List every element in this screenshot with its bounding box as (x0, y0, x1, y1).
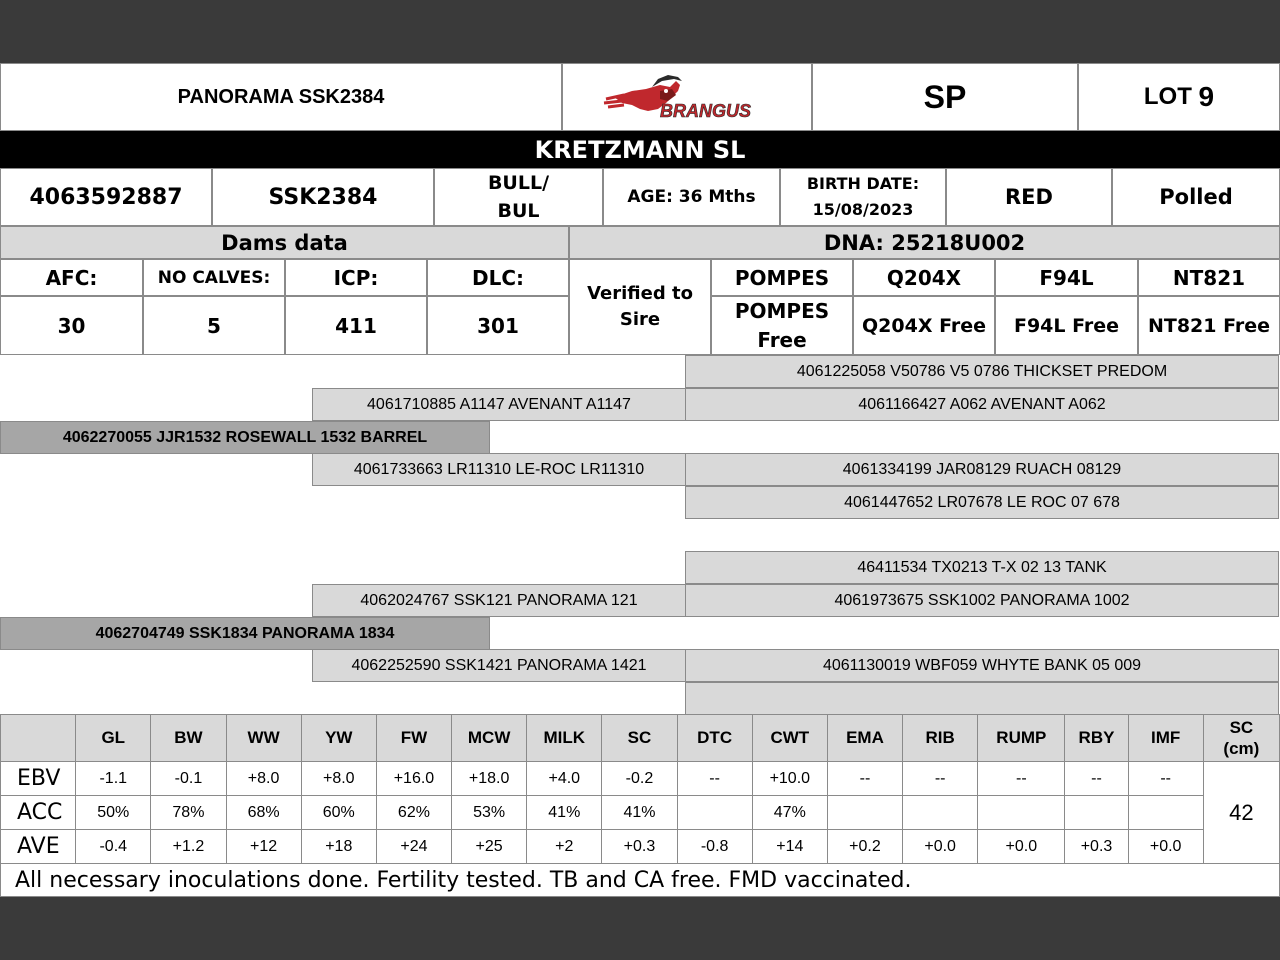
verified-line-1: Verified to (587, 283, 693, 304)
ave-cell: +25 (452, 830, 527, 864)
row-label-ave: AVE (1, 830, 76, 864)
ebv-header: YW (301, 715, 376, 762)
ebv-cell: -0.2 (602, 762, 677, 796)
pedigree-sds: 4061334199 JAR08129 RUACH 08129 (685, 453, 1279, 486)
ebv-header: BW (151, 715, 226, 762)
acc-cell: 78% (151, 796, 226, 830)
dna-result-line-1: POMPES (734, 298, 830, 323)
panorama-title: PANORAMA SSK2384 (0, 63, 562, 131)
acc-cell (903, 796, 978, 830)
ave-cell: +2 (527, 830, 602, 864)
ave-cell: +0.3 (1065, 830, 1128, 864)
ave-cell: +12 (226, 830, 301, 864)
verified-to-sire (569, 259, 711, 355)
ebv-header: IMF (1128, 715, 1203, 762)
pedigree-dss: 46411534 TX0213 T-X 02 13 TANK (685, 551, 1279, 584)
acc-cell: 68% (226, 796, 301, 830)
acc-cell: 41% (602, 796, 677, 830)
no-calves-label: NO CALVES: (143, 259, 285, 296)
colour: RED (946, 168, 1112, 226)
pedigree-sdd: 4061447652 LR07678 LE ROC 07 678 (685, 486, 1279, 519)
dna-test-name: NT821 (1138, 259, 1280, 296)
pedigree-dsd: 4061973675 SSK1002 PANORAMA 1002 (685, 584, 1279, 617)
pedigree-dds: 4061130019 WBF059 WHYTE BANK 05 009 (685, 649, 1279, 682)
ebv-header: RIB (903, 715, 978, 762)
age: AGE: 36 Mths (603, 168, 780, 226)
acc-cell: 47% (752, 796, 827, 830)
ave-row (1, 830, 1280, 864)
dams-data-title: Dams data (0, 226, 569, 259)
ebv-header: GL (76, 715, 151, 762)
ebv-cell: -0.1 (151, 762, 226, 796)
acc-cell (978, 796, 1065, 830)
animal-tag: SSK2384 (212, 168, 434, 226)
sc-cm-line-1: SC (1229, 718, 1254, 737)
dlc-value: 301 (427, 296, 569, 355)
ebv-cell: -- (903, 762, 978, 796)
ave-cell: +0.0 (903, 830, 978, 864)
pedigree-dam-dam: 4062252590 SSK1421 PANORAMA 1421 (312, 649, 686, 682)
acc-cell: 60% (301, 796, 376, 830)
pedigree-dam-sire: 4062024767 SSK121 PANORAMA 121 (312, 584, 686, 617)
ebv-header: SC (602, 715, 677, 762)
acc-cell: 41% (527, 796, 602, 830)
acc-row (1, 796, 1280, 830)
icp-label: ICP: (285, 259, 427, 296)
lot-label: LOT (1143, 83, 1192, 110)
dna-test-result: Q204X Free (853, 296, 995, 355)
ebv-cell: +8.0 (301, 762, 376, 796)
ebv-corner (1, 715, 76, 762)
acc-cell (827, 796, 902, 830)
ebv-cell: +4.0 (527, 762, 602, 796)
ebv-header: CWT (752, 715, 827, 762)
dna-result-line-2: Free (757, 327, 807, 352)
ebv-cell: -- (1065, 762, 1128, 796)
ebv-cell: +18.0 (452, 762, 527, 796)
ebv-header: RBY (1065, 715, 1128, 762)
ebv-cell: -1.1 (76, 762, 151, 796)
icp-value: 411 (285, 296, 427, 355)
acc-cell: 50% (76, 796, 151, 830)
ebv-header-row (1, 715, 1280, 762)
no-calves-value: 5 (143, 296, 285, 355)
dna-test-name: Q204X (853, 259, 995, 296)
verified-line-2: Sire (619, 309, 661, 330)
dna-title: DNA: 25218U002 (569, 226, 1280, 259)
afc-value: 30 (0, 296, 143, 355)
dna-test-result (711, 296, 853, 355)
ebv-cell: +10.0 (752, 762, 827, 796)
birth-date-value: 15/08/2023 (812, 200, 914, 219)
pedigree-ddd (685, 682, 1279, 715)
acc-cell (1065, 796, 1128, 830)
ave-cell: +14 (752, 830, 827, 864)
dna-test-name: F94L (995, 259, 1138, 296)
bull-head-icon (602, 69, 772, 125)
ave-cell: +1.2 (151, 830, 226, 864)
pedigree-sire: 4062270055 JJR1532 ROSEWALL 1532 BARREL (0, 421, 490, 454)
pedigree-sire-sire: 4061710885 A1147 AVENANT A1147 (312, 388, 686, 421)
sex-line-1: BULL/ (487, 172, 550, 194)
ave-cell: +0.0 (1128, 830, 1203, 864)
ebv-header: WW (226, 715, 301, 762)
pedigree-dam: 4062704749 SSK1834 PANORAMA 1834 (0, 617, 490, 650)
acc-cell (1128, 796, 1203, 830)
acc-cell: 53% (452, 796, 527, 830)
dna-test-result: F94L Free (995, 296, 1138, 355)
row-label-acc: ACC (1, 796, 76, 830)
animal-name: KRETZMANN SL (0, 131, 1280, 168)
dna-test-name: POMPES (711, 259, 853, 296)
ebv-cell: -- (677, 762, 752, 796)
ave-cell: +18 (301, 830, 376, 864)
lot-box (1078, 63, 1280, 131)
brangus-logo (562, 63, 812, 131)
ebv-row (1, 762, 1280, 796)
ave-cell: -0.4 (76, 830, 151, 864)
afc-label: AFC: (0, 259, 143, 296)
ebv-header: FW (376, 715, 451, 762)
ebv-cell: +16.0 (376, 762, 451, 796)
lot-number: 9 (1198, 81, 1215, 112)
ebv-header: MILK (527, 715, 602, 762)
sex (434, 168, 603, 226)
birth-date (780, 168, 946, 226)
pedigree-sire-dam: 4061733663 LR11310 LE-ROC LR11310 (312, 453, 686, 486)
sex-line-2: BUL (497, 200, 540, 222)
dna-test-result: NT821 Free (1138, 296, 1280, 355)
ebv-header: RUMP (978, 715, 1065, 762)
sc-cm-line-2: (cm) (1223, 739, 1260, 758)
pedigree-ssd: 4061166427 A062 AVENANT A062 (685, 388, 1279, 421)
birth-date-label: BIRTH DATE: (806, 174, 920, 193)
ebv-cell: -- (827, 762, 902, 796)
pedigree-sss: 4061225058 V50786 V5 0786 THICKSET PREDOM (685, 355, 1279, 388)
horn-status: Polled (1112, 168, 1280, 226)
acc-cell: 62% (376, 796, 451, 830)
footer-note: All necessary inoculations done. Fertility tested. TB and CA free. FMD vaccinated. (0, 863, 1280, 897)
sc-cm-value: 42 (1203, 762, 1279, 864)
brangus-logo-text: BRANGUS (660, 101, 752, 121)
ebv-table (0, 714, 1280, 864)
sp-label: SP (812, 63, 1078, 131)
ave-cell: +0.3 (602, 830, 677, 864)
ave-cell: +0.0 (978, 830, 1065, 864)
id-number: 4063592887 (0, 168, 212, 226)
ave-cell: +0.2 (827, 830, 902, 864)
ave-cell: +24 (376, 830, 451, 864)
row-label-ebv: EBV (1, 762, 76, 796)
ebv-cell: -- (1128, 762, 1203, 796)
ebv-cell: +8.0 (226, 762, 301, 796)
ave-cell: -0.8 (677, 830, 752, 864)
acc-cell (677, 796, 752, 830)
ebv-header: DTC (677, 715, 752, 762)
ebv-header: MCW (452, 715, 527, 762)
ebv-header: EMA (827, 715, 902, 762)
sc-cm-header (1203, 715, 1279, 762)
ebv-cell: -- (978, 762, 1065, 796)
dlc-label: DLC: (427, 259, 569, 296)
